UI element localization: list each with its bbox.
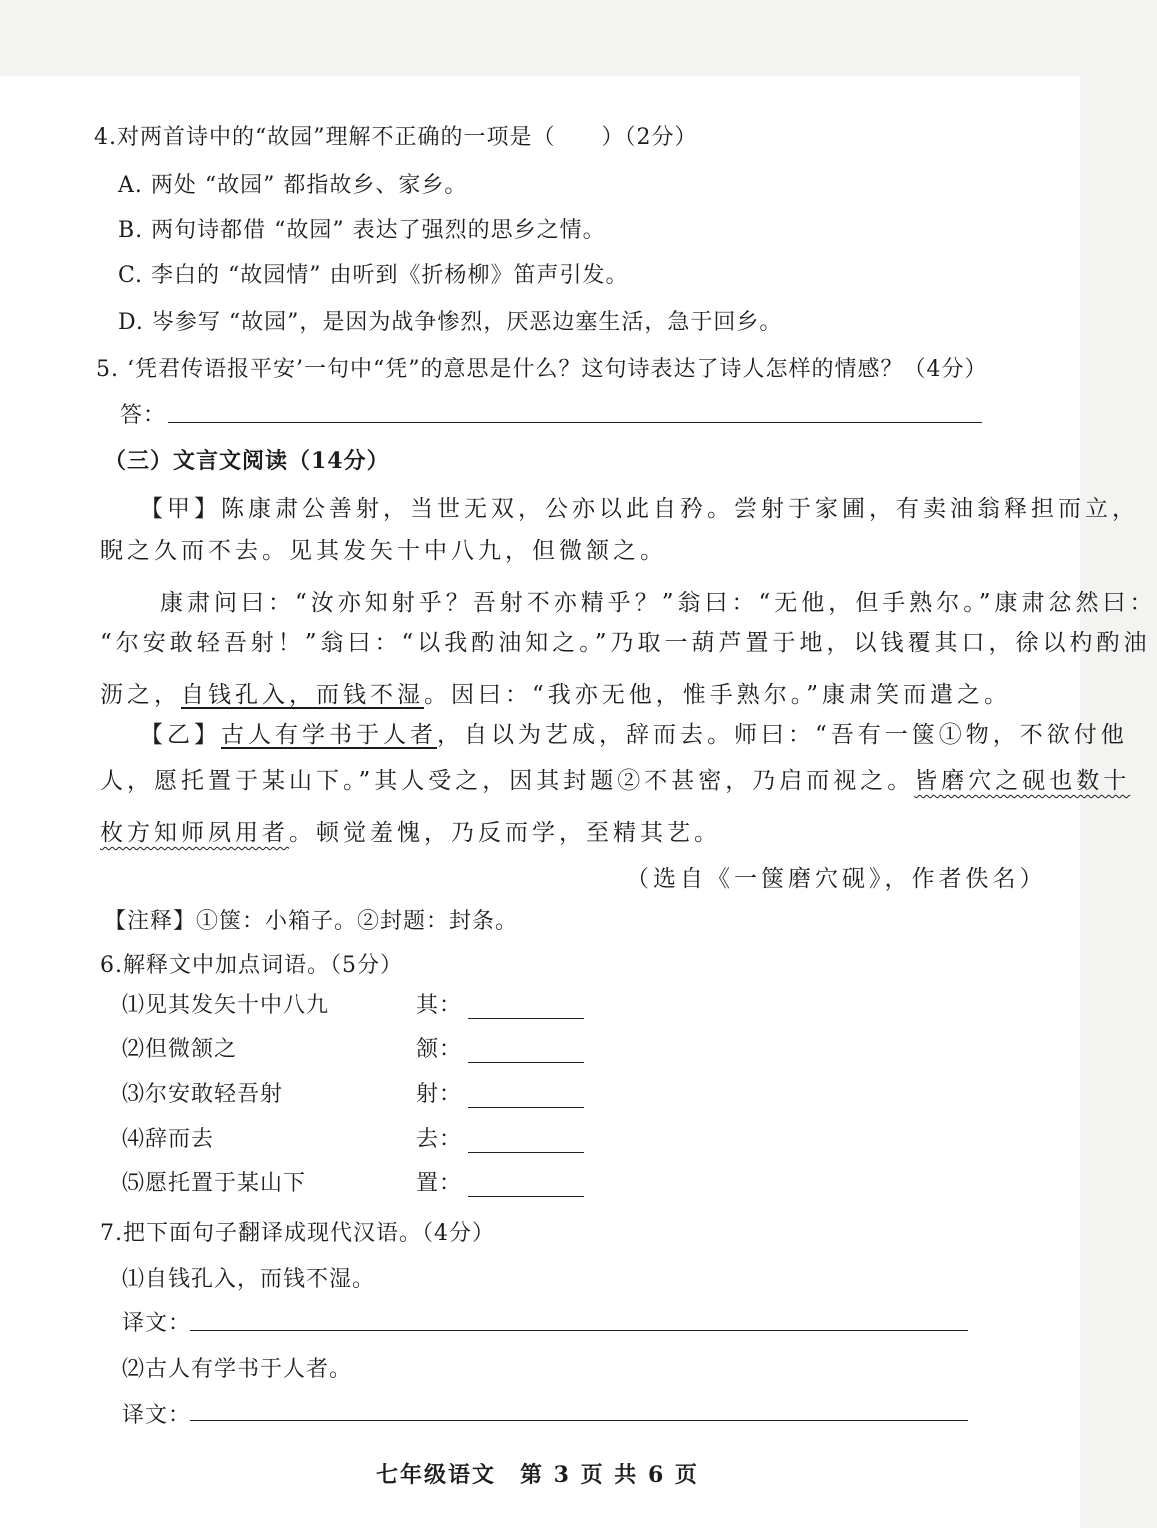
wavy-sentence-part1: 皆磨穴之砚也数十 — [914, 768, 1131, 794]
passage-jia-line2: 睨之久而不去。见其发矢十中八九，但微颔之。 — [100, 538, 667, 564]
q7-sentence-2: ⑵古人有学书于人者。 — [122, 1357, 353, 1382]
passage-jia-line5-a: 沥之， — [100, 682, 181, 708]
passage-yi-line2-a: 人，愿托置于某山下。”其人受之，因其封题②不甚密，乃启而视之。 — [100, 768, 915, 794]
passage-source: （选自《一箧磨穴砚》，作者佚名） — [626, 866, 1047, 892]
passage-jia-line1: 【甲】陈康肃公善射，当世无双，公亦以此自矜。尝射于家圃，有卖油翁释担而立， — [140, 496, 1139, 522]
q4-option-d: D. 岑参写 “故园”，是因为战争惨烈，厌恶边塞生活，急于回乡。 — [118, 310, 783, 335]
q6-stem: 6.解释文中加点词语。（5分） — [100, 953, 403, 978]
q6-item-3-phrase: ⑶尔安敢轻吾射 — [122, 1082, 284, 1107]
q6-item-3-word — [416, 1077, 584, 1108]
q4-option-a: A. 两处 “故园” 都指故乡、家乡。 — [118, 173, 468, 198]
q4-option-c: C. 李白的 “故园情” 由听到《折杨柳》笛声引发。 — [118, 263, 629, 288]
q6-item-3-word-label: 射： — [416, 1082, 463, 1107]
q7-sentence-1: ⑴自钱孔入，而钱不湿。 — [122, 1267, 376, 1292]
q7-translation-line-2[interactable] — [190, 1420, 968, 1421]
passage-yi-line1-a: 【乙】 — [140, 722, 221, 748]
q6-item-5-blank[interactable] — [468, 1174, 584, 1197]
passage-yi-line1 — [140, 716, 1128, 749]
passage-jia-line5 — [100, 676, 1011, 709]
q6-item-4-phrase: ⑷辞而去 — [122, 1127, 215, 1152]
passage-yi-line3 — [100, 814, 721, 847]
q6-item-1-blank[interactable] — [468, 996, 584, 1019]
q6-item-2-word-label: 颔： — [416, 1037, 463, 1062]
passage-yi-line2 — [100, 762, 1130, 795]
q6-item-2-phrase: ⑵但微颔之 — [122, 1037, 238, 1062]
passage-jia-line4: “尔安敢轻吾射！”翁曰：“以我酌油知之。”乃取一葫芦置于地，以钱覆其口，徐以杓酌油 — [100, 630, 1151, 656]
section3-heading: （三）文言文阅读（14分） — [104, 448, 390, 474]
q7-translation-label-1: 译文： — [122, 1311, 192, 1336]
q7-translation-label-2: 译文： — [122, 1403, 192, 1428]
q6-item-3-blank[interactable] — [468, 1085, 584, 1108]
q6-item-1-word — [416, 988, 584, 1019]
q6-item-4-word — [416, 1122, 584, 1153]
passage-yi-line3-b: 。顿觉羞愧，乃反而学，至精其艺。 — [289, 820, 721, 846]
q4-stem: 4.对两首诗中的“故园”理解不正确的一项是（ ）（2分） — [94, 125, 698, 150]
q6-item-2-blank[interactable] — [468, 1040, 584, 1063]
q6-item-5-word — [416, 1166, 584, 1197]
q5-answer-line[interactable] — [168, 422, 982, 423]
notes: 【注释】①箧：小箱子。②封题：封条。 — [104, 909, 519, 934]
passage-jia-line3: 康肃问曰：“汝亦知射乎？吾射不亦精乎？”翁曰：“无他，但手熟尔。”康肃忿然曰： — [160, 590, 1157, 616]
passage-yi-line1-b: ，自以为艺成，辞而去。师曰：“吾有一箧①物，不欲付他 — [437, 722, 1128, 748]
underlined-sentence-2: 古人有学书于人者 — [221, 722, 437, 748]
underlined-sentence-1: 自钱孔入，而钱不湿 — [181, 682, 424, 708]
q6-item-5-word-label: 置： — [416, 1171, 463, 1196]
q7-translation-line-1[interactable] — [190, 1330, 968, 1331]
q5-answer-label: 答： — [120, 403, 167, 428]
page-footer: 七年级语文 第 3 页 共 6 页 — [376, 1462, 699, 1488]
q4-option-b: B. 两句诗都借 “故园” 表达了强烈的思乡之情。 — [118, 218, 606, 243]
q6-item-1-phrase: ⑴见其发矢十中八九 — [122, 993, 330, 1018]
passage-jia-line5-b: 。因曰：“我亦无他，惟手熟尔。”康肃笑而遣之。 — [424, 682, 1012, 708]
q6-item-2-word — [416, 1032, 584, 1063]
q6-item-4-blank[interactable] — [468, 1130, 584, 1153]
q6-item-1-word-label: 其： — [416, 993, 463, 1018]
wavy-sentence-part2: 枚方知师夙用者 — [100, 820, 289, 846]
q5-stem: 5. ‘凭君传语报平安’一句中“凭”的意思是什么？这句诗表达了诗人怎样的情感？（4分） — [96, 357, 988, 382]
q6-item-4-word-label: 去： — [416, 1127, 463, 1152]
q7-stem: 7.把下面句子翻译成现代汉语。（4分） — [100, 1221, 495, 1246]
q6-item-5-phrase: ⑸愿托置于某山下 — [122, 1171, 307, 1196]
